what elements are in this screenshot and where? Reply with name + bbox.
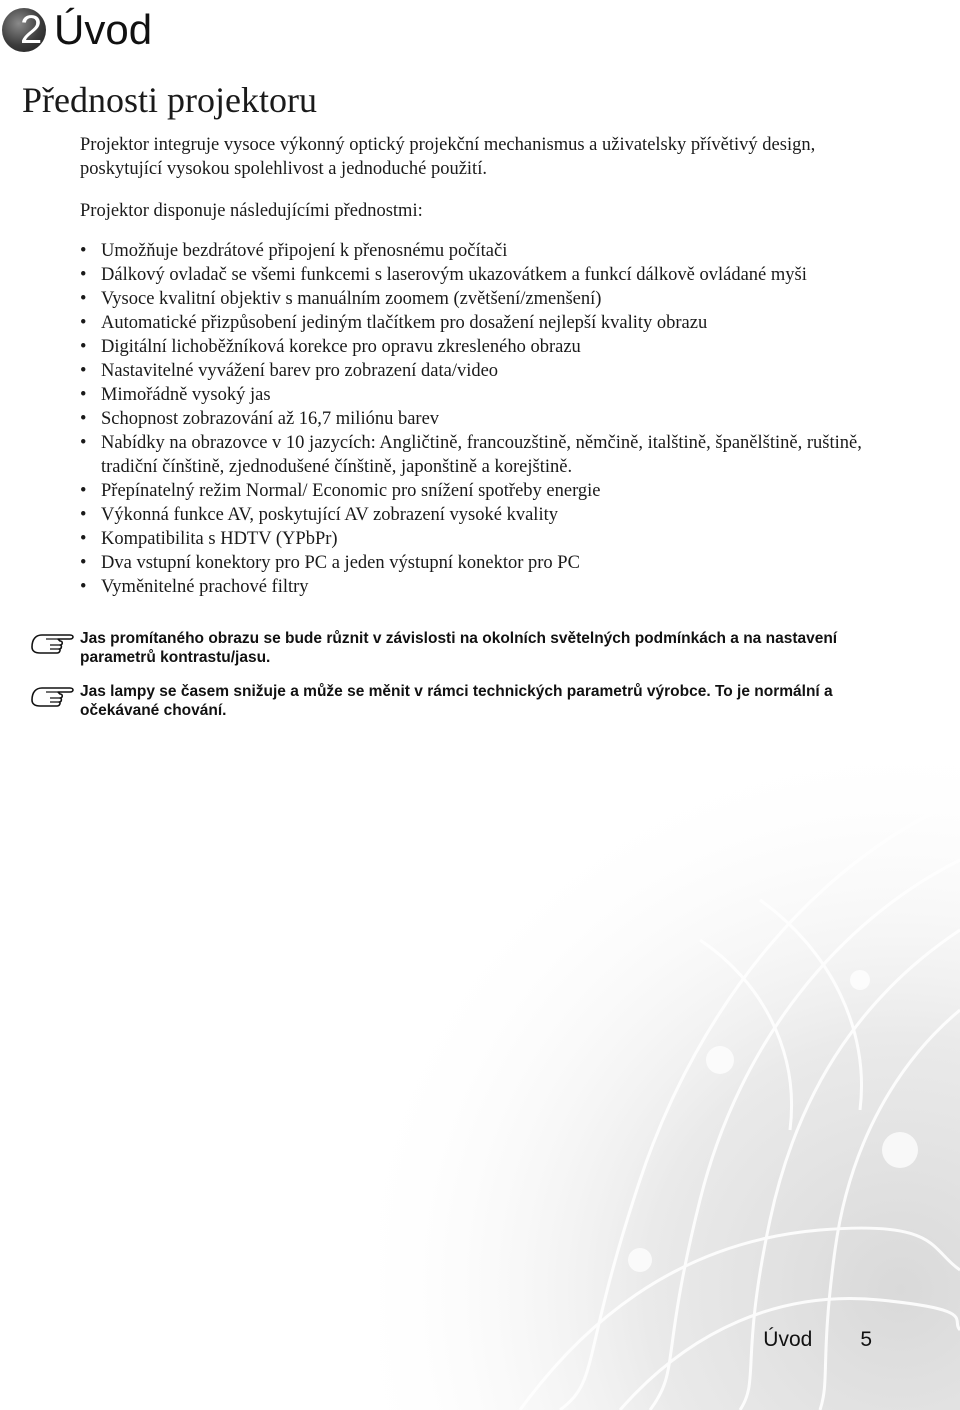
feature-item-keystone: • Digitální lichoběžníková korekce pro opravu zkresleného obrazu [80,335,880,359]
page-number: 5 [860,1328,872,1351]
section-title: Přednosti projektoru [22,80,317,120]
pointing-hand-icon [30,627,76,655]
footer-section-label: Úvod [763,1328,813,1351]
note-text: Jas lampy se časem snižuje a může se měnit v rámci technických parametrů výrobce. To je normální a očekávané chování. [80,683,833,719]
chapter-number: 2 [20,8,43,52]
feature-item-hdtv: • Kompatibilita s HDTV (YPbPr) [80,527,880,551]
feature-item-filters: • Vyměnitelné prachové filtry [80,575,880,599]
section-body [80,133,880,599]
note-text: Jas promítaného obrazu se bude různit v závislosti na okolních světelných podmínkách a na nastavení parametrů kontrastu/jasu. [80,630,838,666]
features-lead-in: Projektor disponuje následujícími přednostmi: [80,201,423,221]
feature-item-colors: • Schopnost zobrazování až 16,7 miliónu barev [80,407,880,431]
intro-paragraph: Projektor integruje vysoce výkonný optický projekční mechanismus a uživatelsky přívětivý design, poskytující vysokou spolehlivost a jednoduché použití. [80,135,816,179]
feature-item-wireless: • Umožňuje bezdrátové připojení k přenosnému počítači [80,239,880,263]
feature-item-connectors: • Dva vstupní konektory pro PC a jeden výstupní konektor pro PC [80,551,880,575]
feature-item-av: • Výkonná funkce AV, poskytující AV zobrazení vysoké kvality [80,503,880,527]
feature-item-remote: • Dálkový ovladač se všemi funkcemi s laserovým ukazovátkem a funkcí dálkově ovládané myši [80,263,880,287]
chapter-circle-icon [2,8,46,52]
feature-list [80,239,880,599]
feature-item-lens: • Vysoce kvalitní objektiv s manuálním zoomem (zvětšení/zmenšení) [80,287,880,311]
feature-item-osd-languages: • Nabídky na obrazovce v 10 jazycích: Angličtině, francouzštině, němčině, italštině, španělštině, ruštině, tradiční čínštině, zjednodušené čínštině, japonštině a korejštině. [80,431,880,479]
feature-item-brightness: • Mimořádně vysoký jas [80,383,880,407]
note-lamp-brightness [30,682,890,720]
page-footer [763,1326,872,1354]
feature-item-color-balance: • Nastavitelné vyvážení barev pro zobrazení data/video [80,359,880,383]
pointing-hand-icon [30,680,76,708]
note-brightness-conditions [30,629,890,667]
feature-item-auto-adjust: • Automatické přizpůsobení jediným tlačítkem pro dosažení nejlepší kvality obrazu [80,311,880,335]
chapter-title: Úvod [54,6,153,53]
feature-item-power-mode: • Přepínatelný režim Normal/ Economic pro snížení spotřeby energie [80,479,880,503]
chapter-header [2,4,152,56]
